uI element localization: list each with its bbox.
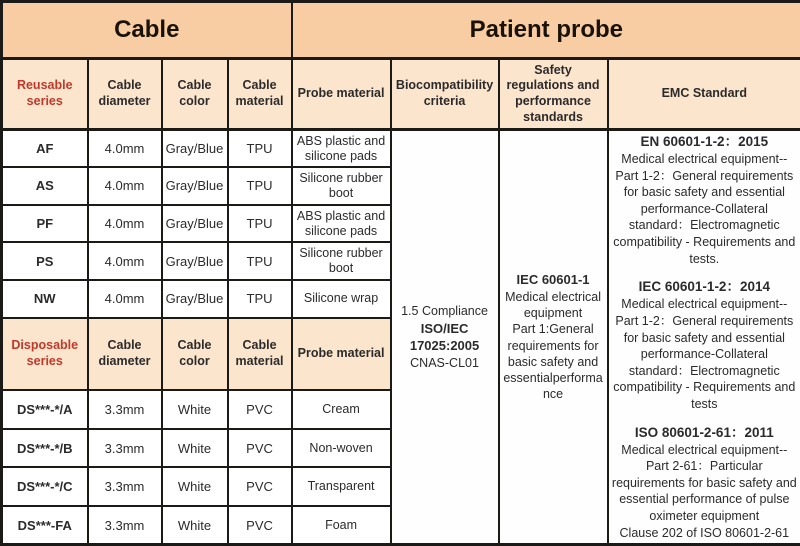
color-cell: White bbox=[162, 467, 228, 506]
color-cell: Gray/Blue bbox=[162, 280, 228, 318]
color-cell: Gray/Blue bbox=[162, 205, 228, 243]
table-row-af bbox=[2, 130, 800, 168]
material-cell: PVC bbox=[228, 390, 292, 429]
probe-material-cell: Silicone rubber boot bbox=[292, 242, 391, 280]
probe-material-cell: Cream bbox=[292, 390, 391, 429]
patient-probe-group-header: Patient probe bbox=[292, 2, 800, 59]
series-cell: DS***-*/B bbox=[2, 429, 88, 468]
series-cell: AS bbox=[2, 167, 88, 205]
emc-paragraph-2 bbox=[612, 278, 798, 412]
probe-material-cell: Foam bbox=[292, 506, 391, 545]
col-header-probe-material: Probe material bbox=[292, 318, 391, 390]
col-header-emc: EMC Standard bbox=[608, 59, 800, 130]
safety-standard-title: IEC 60601-1 bbox=[503, 272, 604, 289]
col-header-cable-material: Cable material bbox=[228, 318, 292, 390]
material-cell: TPU bbox=[228, 205, 292, 243]
series-cell: DS***-FA bbox=[2, 506, 88, 545]
color-cell: Gray/Blue bbox=[162, 130, 228, 168]
col-header-biocompatibility: Biocompatibility criteria bbox=[391, 59, 499, 130]
col-header-cable-diameter: Cable diameter bbox=[88, 59, 162, 130]
top-header-row bbox=[2, 2, 800, 59]
col-header-cable-material: Cable material bbox=[228, 59, 292, 130]
probe-material-cell: ABS plastic and silicone pads bbox=[292, 130, 391, 168]
col-header-cable-color: Cable color bbox=[162, 318, 228, 390]
emc-paragraph-3 bbox=[612, 424, 798, 542]
emc-p3-clause: Clause 202 of ISO 80601-2-61 bbox=[612, 525, 798, 542]
biocompatibility-line1: 1.5 Compliance bbox=[395, 303, 495, 320]
biocompatibility-line2: ISO/IEC bbox=[395, 320, 495, 338]
probe-material-cell: Non-woven bbox=[292, 429, 391, 468]
series-cell: AF bbox=[2, 130, 88, 168]
material-cell: PVC bbox=[228, 506, 292, 545]
col-header-cable-color: Cable color bbox=[162, 59, 228, 130]
col-header-safety: Safety regulations and performance standards bbox=[499, 59, 608, 130]
material-cell: TPU bbox=[228, 242, 292, 280]
diameter-cell: 4.0mm bbox=[88, 280, 162, 318]
safety-standard-line2: Part 1:General requirements for basic safety and essentialperformance bbox=[503, 321, 604, 402]
emc-p2-body: Medical electrical equipment--Part 1-2：General requirements for basic safety and essential performance-Collateral standard：Electromagnetic compatibility - Requirements and tests bbox=[612, 296, 798, 412]
emc-paragraph-1 bbox=[612, 133, 798, 267]
color-cell: White bbox=[162, 390, 228, 429]
material-cell: PVC bbox=[228, 467, 292, 506]
biocompatibility-line4: CNAS-CL01 bbox=[395, 355, 495, 372]
probe-material-cell: ABS plastic and silicone pads bbox=[292, 205, 391, 243]
diameter-cell: 3.3mm bbox=[88, 467, 162, 506]
diameter-cell: 4.0mm bbox=[88, 242, 162, 280]
safety-regulations-cell bbox=[499, 130, 608, 545]
diameter-cell: 3.3mm bbox=[88, 390, 162, 429]
reusable-subheader-row bbox=[2, 59, 800, 130]
color-cell: Gray/Blue bbox=[162, 242, 228, 280]
col-header-reusable-series: Reusable series bbox=[2, 59, 88, 130]
emc-p3-body: Medical electrical equipment--Part 2-61：Particular requirements for basic safety and essential performance of pulse oximeter equipment bbox=[612, 442, 798, 525]
emc-standard-cell bbox=[608, 130, 800, 545]
diameter-cell: 3.3mm bbox=[88, 429, 162, 468]
material-cell: TPU bbox=[228, 167, 292, 205]
biocompatibility-cell bbox=[391, 130, 499, 545]
material-cell: PVC bbox=[228, 429, 292, 468]
biocompatibility-line3: 17025:2005 bbox=[395, 337, 495, 355]
emc-p3-title: ISO 80601-2-61：2011 bbox=[612, 424, 798, 442]
diameter-cell: 4.0mm bbox=[88, 167, 162, 205]
probe-material-cell: Silicone wrap bbox=[292, 280, 391, 318]
col-header-cable-diameter: Cable diameter bbox=[88, 318, 162, 390]
series-cell: PS bbox=[2, 242, 88, 280]
safety-standard-line1: Medical electrical equipment bbox=[503, 289, 604, 322]
color-cell: White bbox=[162, 506, 228, 545]
series-cell: PF bbox=[2, 205, 88, 243]
material-cell: TPU bbox=[228, 280, 292, 318]
cable-group-header: Cable bbox=[2, 2, 292, 59]
emc-p2-title: IEC 60601-1-2：2014 bbox=[612, 278, 798, 296]
probe-material-cell: Silicone rubber boot bbox=[292, 167, 391, 205]
series-cell: DS***-*/C bbox=[2, 467, 88, 506]
series-cell: DS***-*/A bbox=[2, 390, 88, 429]
emc-p1-body: Medical electrical equipment--Part 1-2：General requirements for basic safety and essential performance-Collateral standard：Electromagnetic compatibility - Requirements and tests. bbox=[612, 151, 798, 267]
diameter-cell: 4.0mm bbox=[88, 205, 162, 243]
color-cell: White bbox=[162, 429, 228, 468]
color-cell: Gray/Blue bbox=[162, 167, 228, 205]
col-header-probe-material: Probe material bbox=[292, 59, 391, 130]
material-cell: TPU bbox=[228, 130, 292, 168]
emc-p1-title: EN 60601-1-2：2015 bbox=[612, 133, 798, 151]
probe-material-cell: Transparent bbox=[292, 467, 391, 506]
series-cell: NW bbox=[2, 280, 88, 318]
diameter-cell: 3.3mm bbox=[88, 506, 162, 545]
diameter-cell: 4.0mm bbox=[88, 130, 162, 168]
col-header-disposable-series: Disposable series bbox=[2, 318, 88, 390]
